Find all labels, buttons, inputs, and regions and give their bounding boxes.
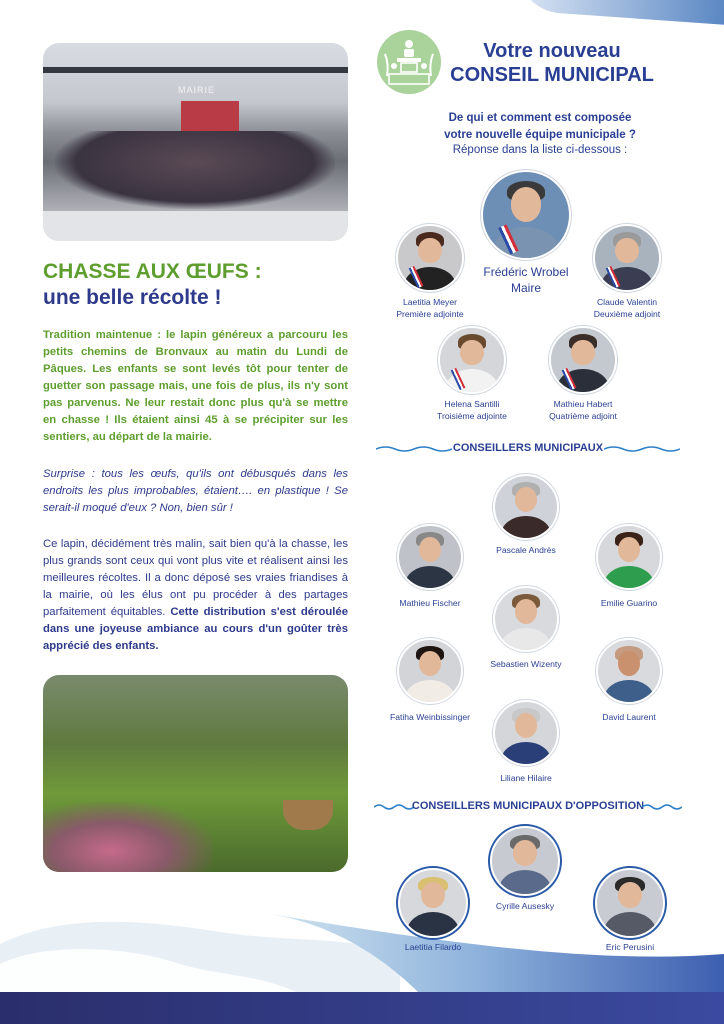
councillor-portrait [493, 586, 559, 652]
town-hall-sign: MAIRIE [178, 85, 216, 95]
councillor-portrait [596, 524, 662, 590]
wave-ornament-right [642, 803, 682, 811]
council-podium-icon [377, 30, 441, 94]
adjoint-portrait [593, 224, 661, 292]
top-decorative-swoosh [513, 0, 724, 26]
adjoint-name: Claude Valentin [596, 297, 658, 307]
adjoint-portrait [396, 224, 464, 292]
councillor-portrait [397, 524, 463, 590]
opposition-section-header [374, 799, 682, 815]
mayor-portrait [481, 170, 571, 260]
councillor-name: Mathieu Fischer [399, 598, 461, 608]
adjoint-role: Troisième adjointe [437, 411, 507, 421]
councillor-name: Sebastien Wizenty [490, 659, 562, 669]
article-paragraph-1: Tradition maintenue : le lapin généreux a parcouru les petits chemins de Bronvaux au matin du Lundi de Pâques. Les enfants se sont levés tôt pour tenter de guetter son passage mais, une fois de plus, ils n'y sont pas parvenus. Ne leur restait donc plus qu'à se mettre en chasse ! Ils étaient ainsi 45 à se précipiter sur les sentiers, au départ de la mairie. [43, 329, 348, 443]
councillors-section-header [374, 441, 682, 457]
article-paragraph-3-text: Ce lapin, décidément très malin, sait bien qu'à la chasse, les plus grands sont ceux qui vont plus vite et réalisent ainsi les meilleures récoltes. Il a donc déposé ses vraies friandises à la mairie, où les élus ont pu procéder à des partages parfaitement équitables. [43, 538, 348, 618]
adjoint-caption [533, 398, 633, 422]
councillors-section-title: CONSEILLERS MUNICIPAUX [452, 442, 604, 454]
opposition-section-title: CONSEILLERS MUNICIPAUX D'OPPOSITION [411, 800, 645, 812]
councillor-name: Emilie Guarino [600, 598, 658, 608]
article-subtitle: une belle récolte ! [43, 286, 222, 309]
article-paragraph-3 [43, 536, 348, 655]
council-question-line-1: De qui et comment est composée [448, 112, 632, 124]
adjoint-role: Première adjointe [396, 309, 464, 319]
councillor-portrait [493, 474, 559, 540]
opposition-name: Cyrille Ausesky [495, 901, 555, 911]
adjoint-caption [422, 398, 522, 422]
adjoint-caption [380, 296, 480, 320]
opposition-name: Eric Perusini [605, 942, 655, 952]
opposition-name: Laetitia Filardo [404, 942, 462, 952]
opposition-portrait [595, 868, 665, 938]
adjoint-portrait [549, 326, 617, 394]
adjoint-role: Quatrième adjoint [549, 411, 617, 421]
councillor-name: Liliane Hilaire [500, 773, 552, 783]
adjoint-role: Deuxième adjoint [593, 309, 661, 319]
article-paragraph-3-bold: Cette distribution s'est déroulée dans une joyeuse ambiance au cours d'un goûter très apprécié des enfants. [43, 606, 348, 652]
photo-egg-hunt-garden [43, 675, 348, 872]
council-question-line-2: votre nouvelle équipe municipale ? [444, 129, 636, 141]
councillor-portrait [596, 638, 662, 704]
mayor-caption [470, 264, 582, 296]
adjoint-name: Laetitia Meyer [403, 297, 457, 307]
council-title: Votre nouveau [483, 40, 621, 62]
council-question [400, 110, 680, 144]
adjoint-name: Helena Santilli [444, 399, 500, 409]
council-title-emphasis: CONSEIL MUNICIPAL [450, 64, 654, 86]
photo-children-at-town-hall [43, 43, 348, 241]
mayor-name: Frédéric Wrobel [483, 265, 569, 279]
councillor-portrait [493, 700, 559, 766]
bottom-color-band [0, 992, 724, 1024]
councillor-name: Pascale Andrès [496, 545, 556, 555]
mayor-role: Maire [510, 281, 541, 295]
article-paragraph-2: Surprise : tous les œufs, qu'ils ont débusqués dans les endroits les plus improbables, étaient…. en plastique ! Se serait-il moqué d'eux ? Non, bien sûr ! [43, 468, 348, 514]
councillor-name: Fatiha Weinbissinger [389, 712, 471, 722]
adjoint-name: Mathieu Habert [553, 399, 613, 409]
opposition-portrait [398, 868, 468, 938]
councillor-name: David Laurent [602, 712, 656, 722]
adjoint-portrait [438, 326, 506, 394]
councillor-portrait [397, 638, 463, 704]
adjoint-caption [577, 296, 677, 320]
wave-ornament-right [604, 445, 680, 453]
article-title: CHASSE AUX ŒUFS : [43, 260, 262, 283]
opposition-portrait [490, 826, 560, 896]
council-answer-intro: Réponse dans la liste ci-dessous : [452, 144, 628, 156]
